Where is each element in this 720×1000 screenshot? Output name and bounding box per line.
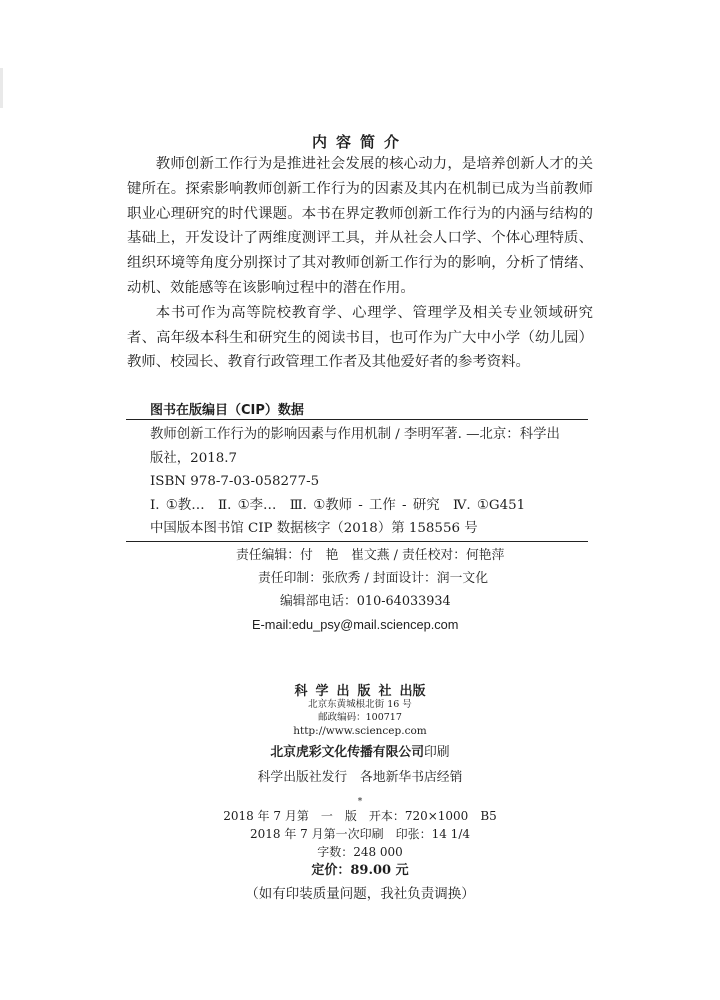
cip-subjects: Ⅰ. ①教… Ⅱ. ①李… Ⅲ. ①教师 - 工作 - 研究 Ⅳ. ①G451 <box>150 497 526 513</box>
cip-top-rule <box>126 419 588 420</box>
edition-line: 2018 年 7 月第 一 版 开本：720×1000 B5 <box>223 809 497 823</box>
price-line: 定价：89.00 元 <box>311 863 409 878</box>
publisher-website: http://www.sciencep.com <box>293 725 427 737</box>
separator-star: * <box>357 797 363 807</box>
publisher-line <box>0 680 720 699</box>
intro-paragraph-1: 教师创新工作行为是推进社会发展的核心动力，是培养创新人才的关键所在。探索影响教师创新工作行为的因素及其内在机制已成为当前教师职业心理研究的时代课题。本书在界定教师创新工作行为的内涵与结构的基础上，开发设计了两维度测评工具，并从社会人口学、个体心理特质、组织环境等角度分别探讨了其对教师创新工作行为的影响，分析了情绪、动机、效能感等在该影响过程中的潜在作用。 <box>127 156 593 296</box>
print-design-line: 责任印制：张欣秀 / 封面设计：润一文化 <box>258 571 488 586</box>
cip-title: 图书在版编目（CIP）数据 <box>150 403 304 418</box>
page-edge-shadow <box>0 68 3 108</box>
printer-name: 北京虎彩文化传播有限公司 <box>270 745 424 760</box>
intro-section <box>127 152 593 375</box>
intro-title: 内容简介 <box>311 133 408 151</box>
publisher-address: 北京东黄城根北街 16 号 <box>308 699 412 710</box>
word-count-line: 字数：248 000 <box>317 845 403 859</box>
imprint-block <box>0 680 720 905</box>
printing-line: 2018 年 7 月第一次印刷 印张：14 1/4 <box>249 827 470 841</box>
cip-number: 中国版本图书馆 CIP 数据核字（2018）第 158556 号 <box>150 521 478 536</box>
credits-block <box>0 544 720 636</box>
publisher-name: 科学出版社 <box>294 684 400 699</box>
intro-paragraph-2: 本书可作为高等院校教育学、心理学、管理学及相关专业领域研究者、高年级本科生和研究生的阅读书目，也可作为广大中小学（幼儿园）教师、校园长、教育行政管理工作者及其他爱好者的参考资料。 <box>127 304 593 371</box>
publisher-suffix: 出版 <box>399 684 426 699</box>
distribution-line: 科学出版社发行 各地新华书店经销 <box>257 770 463 785</box>
cip-bottom-rule <box>126 541 588 542</box>
publisher-postcode: 邮政编码：100717 <box>318 711 402 723</box>
printer-line <box>0 741 720 760</box>
cip-isbn: ISBN 978-7-03-058277-5 <box>150 474 320 489</box>
email-line: E-mail:edu_psy@mail.sciencep.com <box>252 617 459 632</box>
phone-line: 编辑部电话：010-64033934 <box>280 594 451 609</box>
cip-entry-line-2: 版社，2018.7 <box>150 450 238 466</box>
cip-block <box>150 423 590 541</box>
cip-entry-line-1: 教师创新工作行为的影响因素与作用机制 / 李明军著. —北京：科学出 <box>150 427 560 442</box>
quality-notice: （如有印装质量问题，我社负责调换） <box>245 886 475 902</box>
printer-suffix: 印刷 <box>423 745 450 760</box>
editors-line: 责任编辑：付 艳 崔文燕 / 责任校对：何艳萍 <box>236 548 505 563</box>
